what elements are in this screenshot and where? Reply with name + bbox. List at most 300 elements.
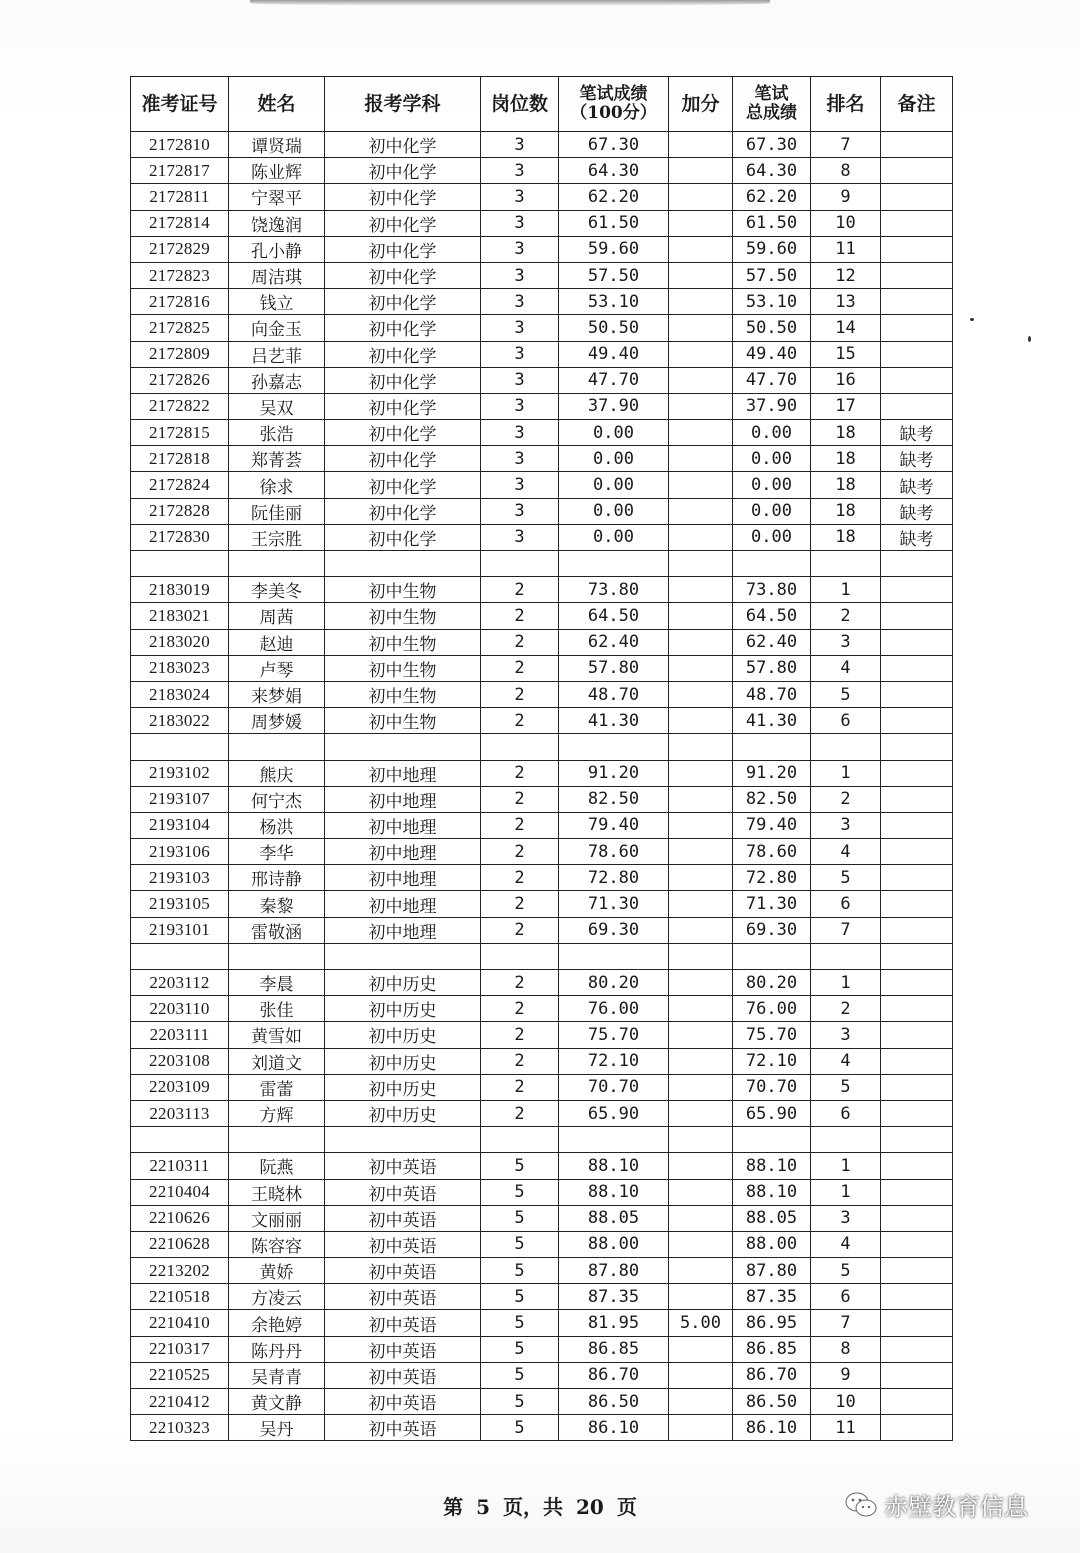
- cell-note: [881, 812, 953, 838]
- cell-positions: 5: [481, 1231, 559, 1257]
- table-row: [131, 655, 953, 681]
- cell-positions: 5: [481, 1389, 559, 1415]
- cell-rank: 1: [811, 1153, 881, 1179]
- col-header-positions: 岗位数: [481, 77, 559, 132]
- cell-total-score: 86.10: [733, 1415, 811, 1441]
- cell-name: 雷敬涵: [229, 917, 325, 943]
- score-table: [130, 76, 953, 1441]
- cell-total-score: 61.50: [733, 210, 811, 236]
- cell-id: 2172816: [131, 289, 229, 315]
- cell-subject: 初中地理: [325, 891, 481, 917]
- cell-rank: 9: [811, 1362, 881, 1388]
- cell-id: 2210626: [131, 1205, 229, 1231]
- cell-bonus: [669, 420, 733, 446]
- cell-written-score: 88.10: [559, 1179, 669, 1205]
- cell-written-score: 87.80: [559, 1258, 669, 1284]
- col-header-written-line2: （100分）: [570, 103, 657, 123]
- cell-id: 2172823: [131, 262, 229, 288]
- cell-name: 郑菁荟: [229, 446, 325, 472]
- cell-written-score: 47.70: [559, 367, 669, 393]
- cell-note: [881, 289, 953, 315]
- cell-rank: 7: [811, 1310, 881, 1336]
- empty-cell: [481, 551, 559, 577]
- col-header-rank: 排名: [811, 77, 881, 132]
- cell-rank: 6: [811, 1284, 881, 1310]
- cell-bonus: [669, 132, 733, 158]
- cell-note: [881, 132, 953, 158]
- cell-positions: 2: [481, 1048, 559, 1074]
- cell-id: 2210412: [131, 1389, 229, 1415]
- cell-written-score: 81.95: [559, 1310, 669, 1336]
- cell-name: 邢诗静: [229, 865, 325, 891]
- table-row: [131, 184, 953, 210]
- table-row: [131, 158, 953, 184]
- cell-id: 2172826: [131, 367, 229, 393]
- cell-note: [881, 236, 953, 262]
- cell-rank: 12: [811, 262, 881, 288]
- cell-name: 张佳: [229, 996, 325, 1022]
- cell-name: 方辉: [229, 1100, 325, 1126]
- cell-note: [881, 970, 953, 996]
- table-row: [131, 1284, 953, 1310]
- cell-positions: 2: [481, 970, 559, 996]
- cell-subject: 初中生物: [325, 708, 481, 734]
- table-row: [131, 472, 953, 498]
- cell-rank: 16: [811, 367, 881, 393]
- cell-subject: 初中历史: [325, 1022, 481, 1048]
- cell-bonus: [669, 1389, 733, 1415]
- cell-subject: 初中化学: [325, 393, 481, 419]
- cell-note: [881, 865, 953, 891]
- empty-cell: [325, 1127, 481, 1153]
- cell-written-score: 50.50: [559, 315, 669, 341]
- header-row: [131, 77, 953, 132]
- table-row: [131, 1362, 953, 1388]
- cell-positions: 5: [481, 1153, 559, 1179]
- cell-name: 饶逸润: [229, 210, 325, 236]
- empty-cell: [131, 1127, 229, 1153]
- cell-name: 方凌云: [229, 1284, 325, 1310]
- table-row: [131, 812, 953, 838]
- cell-subject: 初中英语: [325, 1231, 481, 1257]
- cell-bonus: [669, 262, 733, 288]
- cell-total-score: 88.05: [733, 1205, 811, 1231]
- cell-name: 赵迪: [229, 629, 325, 655]
- cell-bonus: [669, 760, 733, 786]
- empty-cell: [325, 734, 481, 760]
- cell-bonus: [669, 341, 733, 367]
- cell-id: 2172814: [131, 210, 229, 236]
- cell-name: 陈容容: [229, 1231, 325, 1257]
- cell-written-score: 86.70: [559, 1362, 669, 1388]
- cell-id: 2172829: [131, 236, 229, 262]
- cell-note: [881, 1231, 953, 1257]
- cell-id: 2203113: [131, 1100, 229, 1126]
- cell-note: [881, 1415, 953, 1441]
- table-row: [131, 1153, 953, 1179]
- empty-cell: [559, 943, 669, 969]
- table-row: [131, 1310, 953, 1336]
- cell-subject: 初中生物: [325, 629, 481, 655]
- cell-name: 陈业辉: [229, 158, 325, 184]
- cell-bonus: [669, 786, 733, 812]
- cell-subject: 初中英语: [325, 1310, 481, 1336]
- cell-id: 2213202: [131, 1258, 229, 1284]
- empty-cell: [669, 734, 733, 760]
- cell-written-score: 57.50: [559, 262, 669, 288]
- cell-bonus: [669, 812, 733, 838]
- table-row: [131, 1389, 953, 1415]
- cell-note: [881, 1153, 953, 1179]
- cell-rank: 5: [811, 681, 881, 707]
- table-row: [131, 681, 953, 707]
- cell-rank: 5: [811, 1258, 881, 1284]
- cell-id: 2193101: [131, 917, 229, 943]
- cell-bonus: [669, 681, 733, 707]
- cell-bonus: [669, 446, 733, 472]
- cell-written-score: 61.50: [559, 210, 669, 236]
- cell-note: [881, 760, 953, 786]
- cell-positions: 3: [481, 262, 559, 288]
- table-row: [131, 1415, 953, 1441]
- table-row: [131, 289, 953, 315]
- cell-note: [881, 839, 953, 865]
- cell-positions: 5: [481, 1310, 559, 1336]
- cell-name: 李晨: [229, 970, 325, 996]
- table-row: [131, 708, 953, 734]
- cell-written-score: 79.40: [559, 812, 669, 838]
- cell-bonus: [669, 393, 733, 419]
- cell-bonus: [669, 996, 733, 1022]
- cell-note: [881, 1048, 953, 1074]
- empty-cell: [481, 734, 559, 760]
- scan-speck: [1028, 336, 1031, 342]
- empty-cell: [229, 734, 325, 760]
- table-row: [131, 1336, 953, 1362]
- cell-name: 钱立: [229, 289, 325, 315]
- cell-written-score: 87.35: [559, 1284, 669, 1310]
- cell-subject: 初中历史: [325, 970, 481, 996]
- table-row: [131, 1258, 953, 1284]
- cell-note: [881, 577, 953, 603]
- cell-bonus: [669, 1415, 733, 1441]
- empty-cell: [733, 1127, 811, 1153]
- cell-note: [881, 917, 953, 943]
- col-header-id: 准考证号: [131, 77, 229, 132]
- cell-rank: 1: [811, 1179, 881, 1205]
- cell-written-score: 86.50: [559, 1389, 669, 1415]
- cell-bonus: [669, 1048, 733, 1074]
- cell-total-score: 48.70: [733, 681, 811, 707]
- cell-name: 刘道文: [229, 1048, 325, 1074]
- cell-written-score: 88.05: [559, 1205, 669, 1231]
- cell-note: [881, 629, 953, 655]
- cell-name: 黄雪如: [229, 1022, 325, 1048]
- cell-note: 缺考: [881, 472, 953, 498]
- table-row: [131, 1100, 953, 1126]
- empty-cell: [733, 943, 811, 969]
- cell-rank: 10: [811, 1389, 881, 1415]
- cell-subject: 初中地理: [325, 865, 481, 891]
- cell-id: 2210518: [131, 1284, 229, 1310]
- cell-total-score: 50.50: [733, 315, 811, 341]
- col-header-total: [733, 77, 811, 132]
- cell-bonus: [669, 629, 733, 655]
- cell-total-score: 0.00: [733, 472, 811, 498]
- cell-subject: 初中生物: [325, 655, 481, 681]
- cell-note: [881, 1205, 953, 1231]
- cell-written-score: 76.00: [559, 996, 669, 1022]
- cell-bonus: [669, 865, 733, 891]
- cell-written-score: 69.30: [559, 917, 669, 943]
- cell-positions: 3: [481, 341, 559, 367]
- cell-subject: 初中化学: [325, 158, 481, 184]
- watermark-text: 赤壁教育信息: [884, 1493, 1028, 1521]
- cell-positions: 3: [481, 420, 559, 446]
- cell-total-score: 0.00: [733, 524, 811, 550]
- cell-total-score: 75.70: [733, 1022, 811, 1048]
- cell-name: 周洁琪: [229, 262, 325, 288]
- cell-written-score: 0.00: [559, 524, 669, 550]
- cell-written-score: 75.70: [559, 1022, 669, 1048]
- table-row: [131, 132, 953, 158]
- cell-written-score: 88.00: [559, 1231, 669, 1257]
- cell-name: 张浩: [229, 420, 325, 446]
- cell-subject: 初中化学: [325, 472, 481, 498]
- cell-total-score: 62.20: [733, 184, 811, 210]
- table-row: [131, 577, 953, 603]
- cell-bonus: [669, 1258, 733, 1284]
- cell-positions: 2: [481, 891, 559, 917]
- separator-row: [131, 551, 953, 577]
- empty-cell: [481, 943, 559, 969]
- cell-written-score: 62.20: [559, 184, 669, 210]
- cell-note: [881, 1258, 953, 1284]
- cell-written-score: 48.70: [559, 681, 669, 707]
- cell-note: 缺考: [881, 524, 953, 550]
- cell-bonus: [669, 184, 733, 210]
- cell-name: 孙嘉志: [229, 367, 325, 393]
- empty-cell: [881, 1127, 953, 1153]
- cell-total-score: 37.90: [733, 393, 811, 419]
- cell-subject: 初中英语: [325, 1179, 481, 1205]
- cell-subject: 初中地理: [325, 839, 481, 865]
- cell-id: 2210410: [131, 1310, 229, 1336]
- cell-positions: 5: [481, 1362, 559, 1388]
- cell-name: 文丽丽: [229, 1205, 325, 1231]
- cell-subject: 初中化学: [325, 262, 481, 288]
- table-body: [131, 132, 953, 1441]
- table-row: [131, 996, 953, 1022]
- cell-name: 王晓林: [229, 1179, 325, 1205]
- cell-subject: 初中化学: [325, 184, 481, 210]
- cell-rank: 18: [811, 498, 881, 524]
- table-row: [131, 393, 953, 419]
- cell-total-score: 0.00: [733, 498, 811, 524]
- cell-id: 2172809: [131, 341, 229, 367]
- footer-page-total: 20: [576, 1495, 604, 1519]
- table-row: [131, 262, 953, 288]
- cell-bonus: [669, 1205, 733, 1231]
- cell-written-score: 86.10: [559, 1415, 669, 1441]
- cell-written-score: 53.10: [559, 289, 669, 315]
- cell-id: 2193106: [131, 839, 229, 865]
- cell-id: 2172822: [131, 393, 229, 419]
- cell-rank: 9: [811, 184, 881, 210]
- empty-cell: [811, 1127, 881, 1153]
- cell-bonus: [669, 1022, 733, 1048]
- cell-id: 2172811: [131, 184, 229, 210]
- cell-rank: 18: [811, 524, 881, 550]
- cell-bonus: [669, 315, 733, 341]
- table-row: [131, 1231, 953, 1257]
- cell-positions: 2: [481, 655, 559, 681]
- empty-cell: [481, 1127, 559, 1153]
- cell-written-score: 78.60: [559, 839, 669, 865]
- empty-cell: [131, 734, 229, 760]
- cell-note: [881, 655, 953, 681]
- cell-id: 2203108: [131, 1048, 229, 1074]
- cell-written-score: 64.30: [559, 158, 669, 184]
- table-row: [131, 1048, 953, 1074]
- empty-cell: [881, 734, 953, 760]
- empty-cell: [811, 551, 881, 577]
- table-row: [131, 341, 953, 367]
- cell-note: [881, 708, 953, 734]
- cell-written-score: 49.40: [559, 341, 669, 367]
- cell-id: 2210317: [131, 1336, 229, 1362]
- cell-total-score: 0.00: [733, 420, 811, 446]
- cell-name: 卢琴: [229, 655, 325, 681]
- empty-cell: [229, 943, 325, 969]
- cell-total-score: 72.10: [733, 1048, 811, 1074]
- table-row: [131, 1074, 953, 1100]
- cell-name: 熊庆: [229, 760, 325, 786]
- cell-bonus: [669, 236, 733, 262]
- cell-total-score: 70.70: [733, 1074, 811, 1100]
- empty-cell: [229, 551, 325, 577]
- cell-written-score: 57.80: [559, 655, 669, 681]
- cell-total-score: 86.95: [733, 1310, 811, 1336]
- cell-positions: 2: [481, 917, 559, 943]
- empty-cell: [669, 1127, 733, 1153]
- cell-id: 2172810: [131, 132, 229, 158]
- cell-written-score: 72.10: [559, 1048, 669, 1074]
- empty-cell: [669, 551, 733, 577]
- col-header-bonus: 加分: [669, 77, 733, 132]
- cell-id: 2172815: [131, 420, 229, 446]
- empty-cell: [881, 943, 953, 969]
- cell-subject: 初中英语: [325, 1336, 481, 1362]
- cell-written-score: 72.80: [559, 865, 669, 891]
- cell-positions: 5: [481, 1284, 559, 1310]
- cell-name: 孔小静: [229, 236, 325, 262]
- table-row: [131, 839, 953, 865]
- cell-bonus: [669, 891, 733, 917]
- table-row: [131, 524, 953, 550]
- empty-cell: [131, 551, 229, 577]
- cell-rank: 6: [811, 1100, 881, 1126]
- cell-rank: 3: [811, 812, 881, 838]
- cell-positions: 2: [481, 760, 559, 786]
- table-row: [131, 603, 953, 629]
- cell-bonus: [669, 577, 733, 603]
- cell-rank: 2: [811, 603, 881, 629]
- cell-bonus: [669, 839, 733, 865]
- cell-total-score: 86.85: [733, 1336, 811, 1362]
- cell-id: 2183022: [131, 708, 229, 734]
- cell-id: 2210323: [131, 1415, 229, 1441]
- cell-bonus: [669, 524, 733, 550]
- cell-written-score: 73.80: [559, 577, 669, 603]
- cell-subject: 初中化学: [325, 236, 481, 262]
- cell-rank: 2: [811, 786, 881, 812]
- cell-name: 余艳婷: [229, 1310, 325, 1336]
- cell-written-score: 80.20: [559, 970, 669, 996]
- cell-subject: 初中历史: [325, 1074, 481, 1100]
- cell-name: 黄娇: [229, 1258, 325, 1284]
- cell-subject: 初中地理: [325, 760, 481, 786]
- cell-id: 2183021: [131, 603, 229, 629]
- cell-subject: 初中化学: [325, 367, 481, 393]
- cell-positions: 2: [481, 812, 559, 838]
- col-header-written: [559, 77, 669, 132]
- cell-bonus: [669, 472, 733, 498]
- cell-subject: 初中英语: [325, 1153, 481, 1179]
- cell-note: 缺考: [881, 420, 953, 446]
- cell-total-score: 88.00: [733, 1231, 811, 1257]
- cell-total-score: 67.30: [733, 132, 811, 158]
- col-header-written-line1: 笔试成绩: [579, 84, 648, 104]
- cell-positions: 3: [481, 393, 559, 419]
- cell-bonus: [669, 1336, 733, 1362]
- cell-name: 来梦娟: [229, 681, 325, 707]
- cell-rank: 18: [811, 420, 881, 446]
- table-row: [131, 760, 953, 786]
- cell-rank: 13: [811, 289, 881, 315]
- cell-total-score: 88.10: [733, 1153, 811, 1179]
- cell-subject: 初中英语: [325, 1389, 481, 1415]
- cell-positions: 2: [481, 1022, 559, 1048]
- footer-page-num: 5: [476, 1495, 491, 1519]
- cell-positions: 2: [481, 629, 559, 655]
- table-row: [131, 446, 953, 472]
- col-header-subject: 报考学科: [325, 77, 481, 132]
- cell-total-score: 49.40: [733, 341, 811, 367]
- table-row: [131, 917, 953, 943]
- cell-positions: 2: [481, 865, 559, 891]
- cell-written-score: 0.00: [559, 420, 669, 446]
- cell-bonus: [669, 655, 733, 681]
- cell-rank: 6: [811, 891, 881, 917]
- separator-row: [131, 1127, 953, 1153]
- table-row: [131, 1179, 953, 1205]
- cell-total-score: 88.10: [733, 1179, 811, 1205]
- cell-note: [881, 367, 953, 393]
- cell-name: 秦黎: [229, 891, 325, 917]
- cell-subject: 初中地理: [325, 786, 481, 812]
- cell-written-score: 64.50: [559, 603, 669, 629]
- table-row: [131, 498, 953, 524]
- cell-written-score: 67.30: [559, 132, 669, 158]
- cell-total-score: 91.20: [733, 760, 811, 786]
- cell-rank: 4: [811, 655, 881, 681]
- cell-rank: 5: [811, 865, 881, 891]
- cell-id: 2203112: [131, 970, 229, 996]
- cell-positions: 3: [481, 132, 559, 158]
- cell-id: 2203109: [131, 1074, 229, 1100]
- cell-positions: 5: [481, 1336, 559, 1362]
